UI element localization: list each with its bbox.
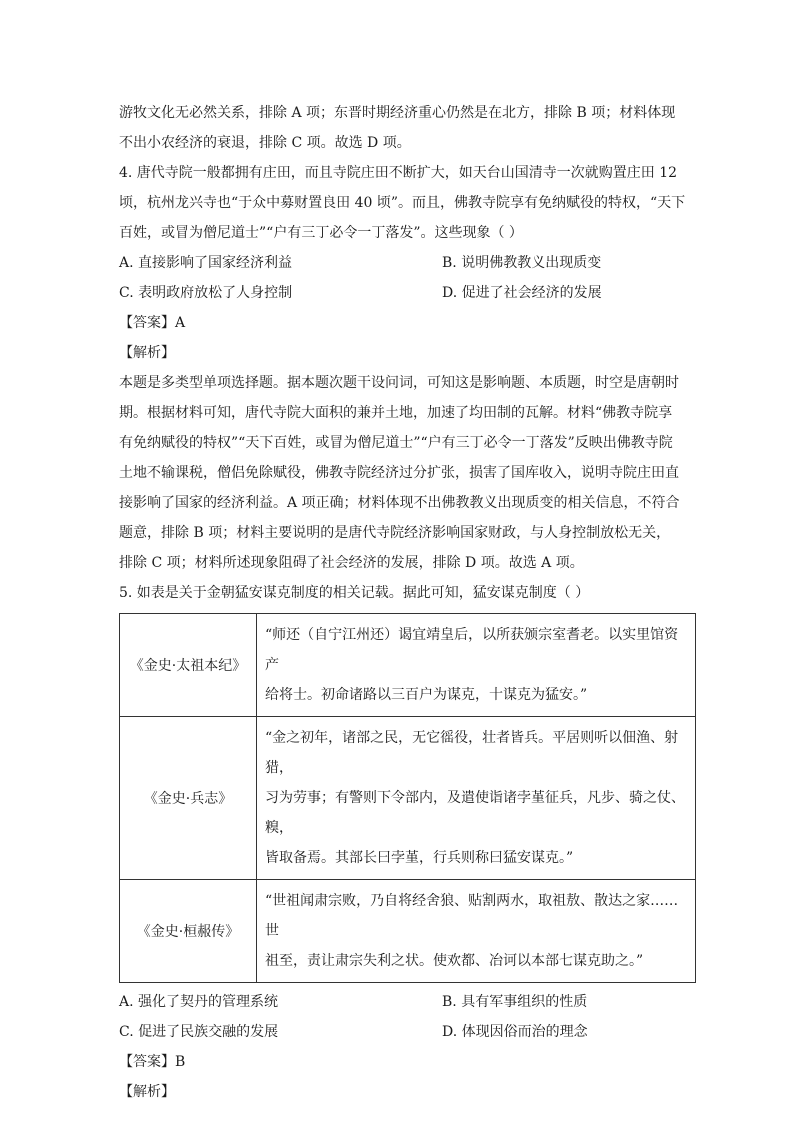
analysis-label: 【解析】 [119, 1084, 175, 1100]
text-line: 祖至，责让肃宗失利之状。使欢都、冶诃以本部七谋克助之。” [265, 953, 644, 969]
text-line: 给将士。初命诸路以三百户为谋克，十谋克为猛安。” [265, 687, 588, 703]
source-name: 《金史·兵志》 [120, 717, 257, 880]
text-line: 皆取备焉。其部长曰孛堇，行兵则称曰猛安谋克。” [265, 850, 574, 866]
text-line: 期。根据材料可知，唐代寺院大面积的兼并土地，加速了均田制的瓦解。材料“佛教寺院享 [119, 405, 673, 421]
analysis-text [119, 368, 697, 578]
options-row [119, 278, 697, 308]
option-d: D. 促进了社会经济的发展 [442, 285, 602, 301]
option-b: B. 说明佛教教义出现质变 [442, 255, 602, 271]
document-page [119, 98, 697, 1107]
text-line: 本题是多类型单项选择题。据本题次题干设问词，可知这是影响题、本质题，时空是唐朝时 [119, 375, 679, 391]
text-line: 不出小农经济的衰退，排除 C 项。故选 D 项。 [119, 135, 411, 151]
text-line: 顷，杭州龙兴寺也“于众中募财置良田 40 顷”。而且，佛教寺院享有免纳赋役的特权，“天下 [119, 195, 686, 211]
text-line: 游牧文化无必然关系，排除 A 项；东晋时期经济重心仍然是在北方，排除 B 项；材料体现 [119, 105, 676, 121]
table-row [120, 717, 696, 880]
text-line: 4. 唐代寺院一般都拥有庄田，而且寺院庄田不断扩大，如天台山国清寺一次就购置庄田 12 [119, 165, 678, 181]
option-c: C. 表明政府放松了人身控制 [119, 285, 293, 301]
options-row [119, 248, 697, 278]
source-name: 《金史·太祖本纪》 [120, 614, 257, 717]
text-line: 有免纳赋役的特权”“天下百姓，或冒为僧尼道士”“户有三丁必令一丁落发”反映出佛教寺院 [119, 435, 673, 451]
analysis-label: 【解析】 [119, 345, 175, 361]
intro-paragraph [119, 98, 697, 158]
table-row [120, 880, 696, 983]
answer-label: 【答案】B [119, 1054, 186, 1070]
question-stem [119, 158, 697, 248]
option-a: A. 强化了契丹的管理系统 [119, 994, 279, 1010]
table-row [120, 614, 696, 717]
question-4 [119, 158, 697, 578]
option-c: C. 促进了民族交融的发展 [119, 1024, 279, 1040]
source-text [257, 880, 696, 983]
text-line: 接影响了国家的经济利益。A 项正确；材料体现不出佛教教义出现质变的相关信息，不符合 [119, 495, 680, 511]
option-a: A. 直接影响了国家经济利益 [119, 255, 293, 271]
option-d: D. 体现因俗而治的理念 [442, 1024, 588, 1040]
options-row [119, 987, 697, 1017]
source-text [257, 614, 696, 717]
options-row [119, 1017, 697, 1047]
text-line: “世祖闻肃宗败，乃自将经舍狼、贴割两水，取祖敖、散达之家……世 [265, 893, 679, 939]
answer-label: 【答案】A [119, 315, 186, 331]
text-line: “师还（自宁江州还）谒宜靖皇后，以所获颁宗室耆老。以实里馆资产 [265, 627, 679, 673]
text-line: 土地不输课税，僧侣免除赋役，佛教寺院经济过分扩张，损害了国库收入，说明寺院庄田直 [119, 465, 679, 481]
text-line: 百姓，或冒为僧尼道士”“户有三丁必令一丁落发”。这些现象（ ） [119, 225, 523, 241]
source-name: 《金史·桓赧传》 [120, 880, 257, 983]
text-line: 习为劳事；有警则下令部内，及遣使诣诸孛堇征兵，凡步、骑之仗、糗， [265, 790, 685, 836]
question-stem: 5. 如表是关于金朝猛安谋克制度的相关记载。据此可知，猛安谋克制度（ ） [119, 585, 590, 601]
source-text [257, 717, 696, 880]
option-b: B. 具有军事组织的性质 [442, 994, 588, 1010]
question-5 [119, 578, 697, 1107]
text-line: 排除 C 项；材料所述现象阻碍了社会经济的发展，排除 D 项。故选 A 项。 [119, 555, 584, 571]
text-line: “金之初年，诸部之民，无它徭役，壮者皆兵。平居则听以佃渔、射猎， [265, 730, 679, 776]
source-table [119, 613, 696, 983]
text-line: 题意，排除 B 项；材料主要说明的是唐代寺院经济影响国家财政，与人身控制放松无关， [119, 525, 671, 541]
